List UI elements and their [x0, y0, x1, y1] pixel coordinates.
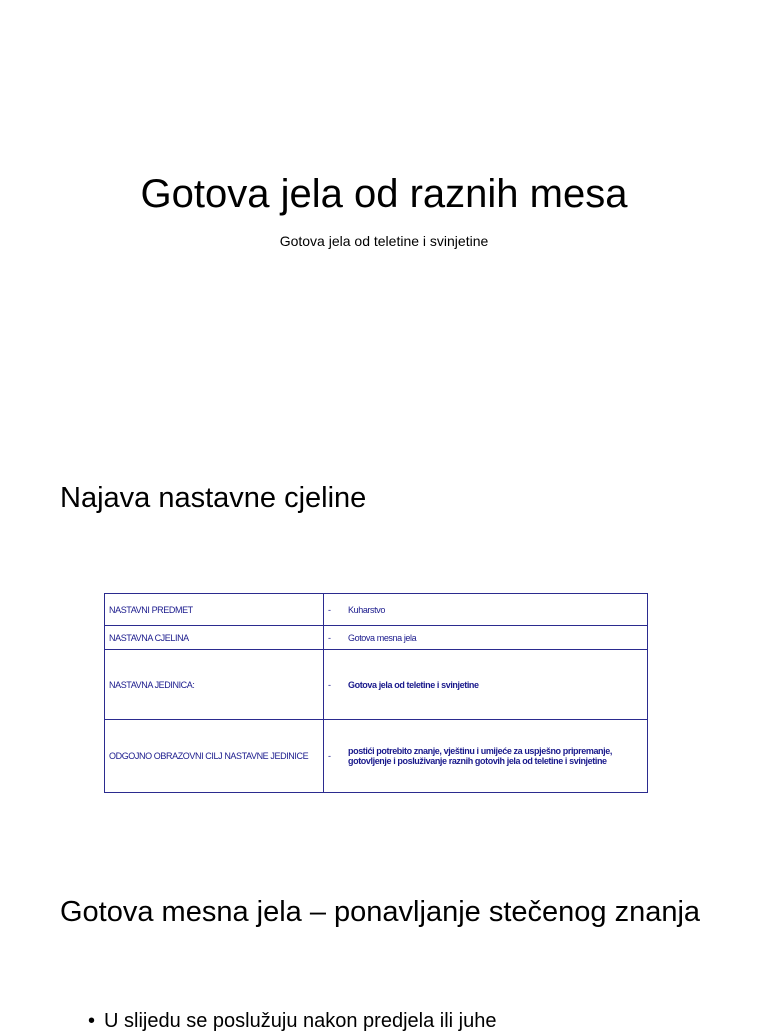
bullet-marker: •	[88, 1010, 96, 1032]
lesson-info-table	[104, 593, 648, 793]
row-label: ODGOJNO OBRAZOVNI CILJ NASTAVNE JEDINICE	[105, 720, 324, 793]
table-row	[105, 594, 648, 626]
slide-title: Gotova jela od raznih mesa	[140, 172, 628, 216]
row-label: NASTAVNA CJELINA	[105, 626, 324, 650]
row-value: postići potrebito znanje, vještinu i umijeće za uspješno pripremanje, gotovljenje i posluživanje raznih gotovih jela od teletine i svinjetine	[348, 746, 612, 766]
row-value: Kuharstvo	[348, 604, 385, 615]
table-row	[105, 626, 648, 650]
section-heading: Gotova mesna jela – ponavljanje stečenog znanja	[60, 896, 701, 928]
bullet-text: U slijedu se poslužuju nakon predjela ili juhe	[104, 1010, 497, 1032]
row-label: NASTAVNA JEDINICA:	[105, 650, 324, 720]
table-row	[105, 650, 648, 720]
row-value: Gotova mesna jela	[348, 632, 417, 643]
slide-subtitle: Gotova jela od teletine i svinjetine	[279, 233, 489, 249]
row-label: NASTAVNI PREDMET	[105, 594, 324, 626]
row-dash: -	[328, 751, 331, 761]
section-heading: Najava nastavne cjeline	[60, 482, 367, 514]
row-dash: -	[328, 679, 331, 690]
row-dash: -	[328, 604, 331, 615]
table-row	[105, 720, 648, 793]
row-value: Gotova jela od teletine i svinjetine	[348, 679, 479, 690]
row-dash: -	[328, 632, 331, 643]
bullet-item	[88, 1008, 496, 1034]
